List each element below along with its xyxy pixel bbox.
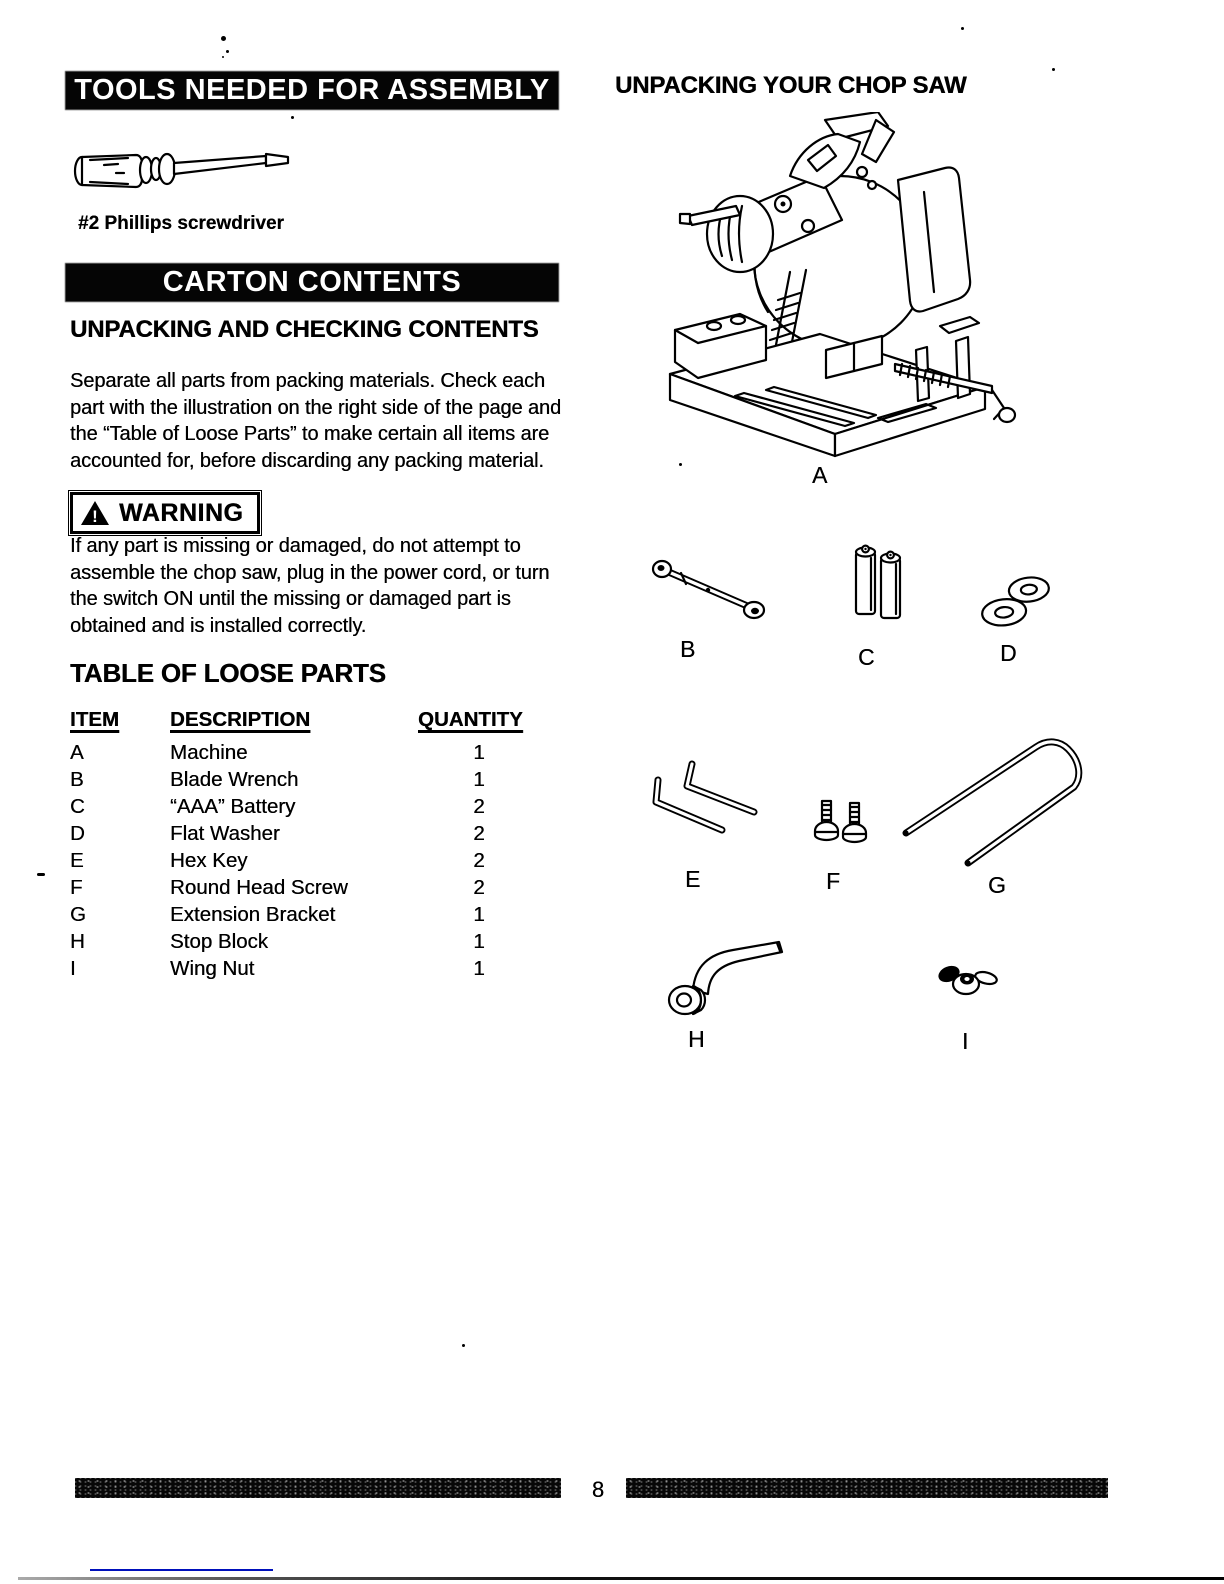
scan-speck	[221, 36, 226, 41]
unpacking-chop-saw-heading: UNPACKING YOUR CHOP SAW	[615, 72, 967, 99]
table-row	[70, 794, 540, 821]
loose-parts-table	[70, 708, 540, 983]
quantity-cell: 2	[473, 849, 485, 872]
figure-label-round-head-screw: F	[826, 868, 841, 894]
figure-label-machine: A	[812, 462, 828, 488]
scan-artifact-blue-line	[90, 1569, 273, 1571]
column-header: ITEM	[70, 708, 119, 731]
quantity-cell: 2	[473, 876, 485, 899]
description-cell: Blade Wrench	[170, 768, 299, 791]
extension-bracket-illustration	[898, 715, 1116, 873]
column-header: DESCRIPTION	[170, 708, 311, 731]
description-cell: Flat Washer	[170, 822, 280, 845]
description-cell: Round Head Screw	[170, 876, 348, 899]
stop-block-illustration	[655, 928, 790, 1028]
scan-speck	[226, 50, 229, 53]
quantity-cell: 2	[473, 822, 485, 845]
scan-speck	[37, 873, 45, 876]
warning-triangle-icon	[80, 500, 110, 527]
scan-speck	[679, 463, 682, 466]
figure-label-wing-nut: I	[962, 1028, 969, 1054]
item-cell: B	[70, 768, 84, 791]
unpacking-checking-heading: UNPACKING AND CHECKING CONTENTS	[70, 316, 539, 343]
table-row	[70, 929, 540, 956]
item-cell: C	[70, 795, 85, 818]
item-cell: F	[70, 876, 83, 899]
unpacking-paragraph: Separate all parts from packing materials. Check each part with the illustration on the right side of the page and the “Table of Loose Parts” to make certain all items are accounted for, before discarding any packing material.	[70, 370, 561, 472]
carton-contents-banner	[66, 264, 558, 301]
item-cell: E	[70, 849, 84, 872]
description-cell: Stop Block	[170, 930, 268, 953]
warning-paragraph: If any part is missing or damaged, do not attempt to assemble the chop saw, plug in the power cord, or turn the switch ON until the missing or damaged part is obtained and is installed correctly.	[70, 535, 550, 637]
footer-left-bar	[75, 1478, 561, 1498]
table-row	[70, 902, 540, 929]
quantity-cell: 2	[473, 795, 485, 818]
table-row	[70, 956, 540, 983]
quantity-cell: 1	[473, 741, 485, 764]
table-row	[70, 821, 540, 848]
item-cell: A	[70, 741, 84, 764]
wing-nut-illustration	[935, 958, 1001, 1006]
screwdriver-caption: #2 Phillips screwdriver	[78, 213, 284, 234]
screw-illustration	[810, 795, 872, 851]
carton-contents-banner-label: CARTON CONTENTS	[162, 266, 462, 298]
figure-label-hex-key: E	[685, 866, 701, 892]
washer-illustration	[978, 572, 1054, 630]
table-row	[70, 740, 540, 767]
page-number: 8	[591, 1477, 605, 1502]
description-cell: Hex Key	[170, 849, 248, 872]
column-header: QUANTITY	[418, 708, 523, 731]
tools-needed-banner-label: TOOLS NEEDED FOR ASSEMBLY	[74, 74, 550, 106]
figure-label-flat-washer: D	[1000, 640, 1017, 666]
item-cell: D	[70, 822, 85, 845]
battery-illustration	[848, 538, 910, 626]
table-row	[70, 767, 540, 794]
chop-saw-illustration	[640, 112, 1020, 474]
item-cell: H	[70, 930, 85, 953]
blade-wrench-illustration	[648, 550, 773, 632]
description-cell: Machine	[170, 741, 248, 764]
figure-label-extension-bracket: G	[988, 872, 1006, 898]
warning-exclamation-glyph: !	[92, 506, 98, 526]
table-header-row	[70, 708, 540, 740]
description-cell: Extension Bracket	[170, 903, 336, 926]
quantity-cell: 1	[473, 768, 485, 791]
description-cell: Wing Nut	[170, 957, 255, 980]
table-row	[70, 848, 540, 875]
quantity-cell: 1	[473, 957, 485, 980]
description-cell: “AAA” Battery	[170, 795, 296, 818]
scan-speck	[222, 56, 224, 58]
table-of-loose-parts-heading: TABLE OF LOOSE PARTS	[70, 658, 386, 688]
warning-label: WARNING	[119, 498, 244, 527]
figure-label-stop-block: H	[688, 1026, 705, 1052]
figure-label-battery: C	[858, 644, 875, 670]
scan-speck	[961, 27, 964, 30]
scan-speck	[1052, 68, 1055, 71]
quantity-cell: 1	[473, 930, 485, 953]
table-row	[70, 875, 540, 902]
hex-key-illustration	[648, 752, 776, 844]
warning-box	[70, 492, 260, 534]
item-cell: I	[70, 957, 76, 980]
figure-label-blade-wrench: B	[680, 636, 696, 662]
tools-needed-banner	[66, 72, 558, 109]
quantity-cell: 1	[473, 903, 485, 926]
scan-speck	[291, 116, 294, 119]
screwdriver-illustration	[70, 143, 295, 203]
scan-artifact-bottom-line	[18, 1577, 1224, 1580]
footer-right-bar	[626, 1478, 1108, 1498]
scan-speck	[462, 1344, 465, 1347]
item-cell: G	[70, 903, 86, 926]
